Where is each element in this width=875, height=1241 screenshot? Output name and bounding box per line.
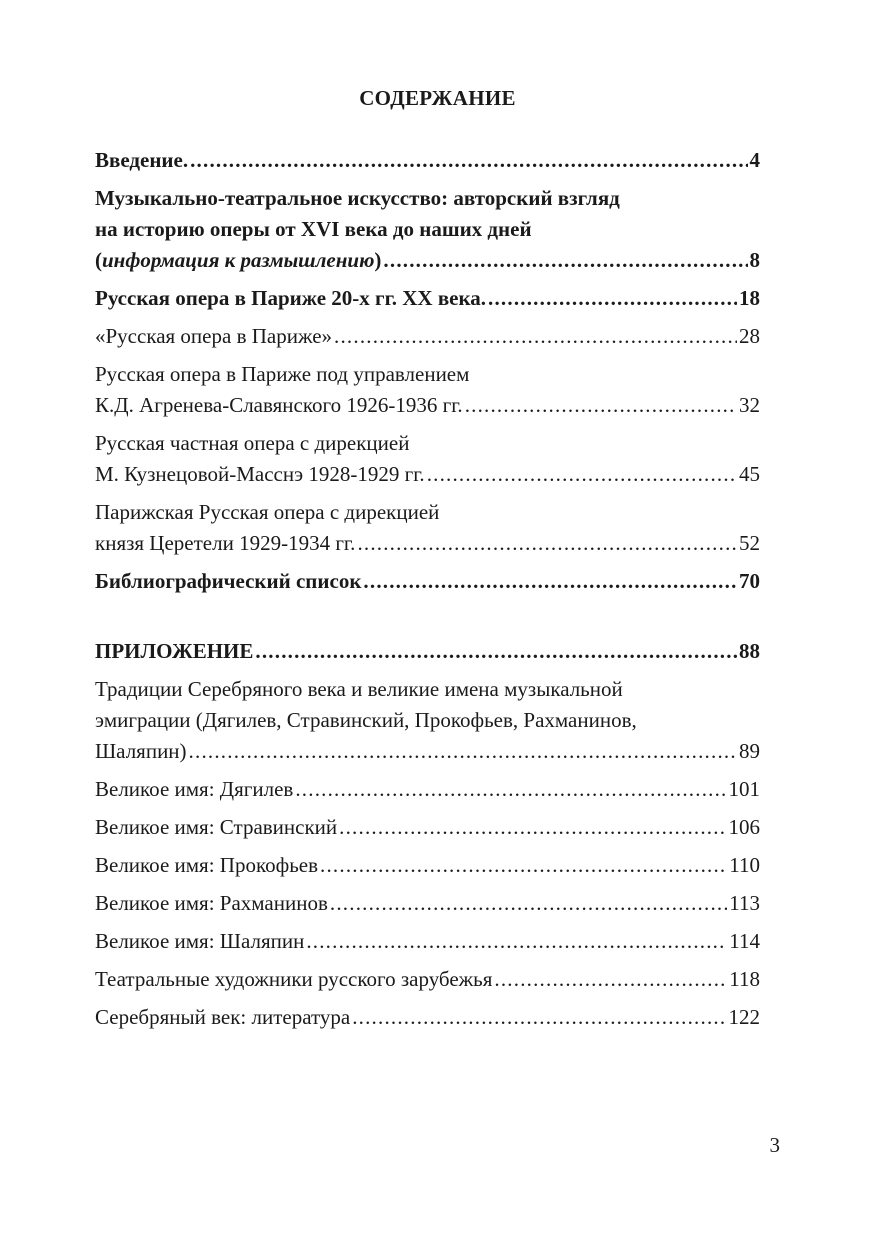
toc-entry-title: Русская частная опера с дирекцией xyxy=(95,431,410,455)
toc-page-number: 113 xyxy=(729,891,760,915)
toc-page-number: 101 xyxy=(728,777,760,801)
leader-dots xyxy=(330,888,727,919)
toc-entry-tsereteli[interactable] xyxy=(95,497,760,559)
paren-close: ) xyxy=(374,248,382,272)
toc-entry-artists[interactable] xyxy=(95,964,760,995)
toc-entry-title: Театральные художники русского зарубежья xyxy=(95,967,493,991)
toc-entry-title-continued: К.Д. Агренева-Славянского 1926-1936 гг. xyxy=(95,393,463,417)
toc-entry-bibliography[interactable] xyxy=(95,566,760,597)
toc-entry-title: Великое имя: Прокофьев xyxy=(95,853,319,877)
leader-dots xyxy=(295,774,726,805)
toc-page-number: 110 xyxy=(729,853,760,877)
toc-page-number: 52 xyxy=(739,531,760,555)
toc-entry-title: Парижская Русская опера с дирекцией xyxy=(95,500,440,524)
leader-dots xyxy=(255,636,737,667)
toc-page-number: 28 xyxy=(739,324,760,348)
toc-page-number: 118 xyxy=(729,967,760,991)
toc-page-number: 18 xyxy=(739,286,760,310)
toc-entry-title: Музыкально-театральное искусство: авторский взгляд xyxy=(95,186,620,210)
toc-entry-title: Библиографический список xyxy=(95,569,362,593)
leader-dots xyxy=(352,1002,726,1033)
leader-dots xyxy=(320,850,727,881)
toc-entry-title: Великое имя: Рахманинов xyxy=(95,891,328,915)
toc-entry-title-continued: Шаляпин) xyxy=(95,739,187,763)
leader-dots xyxy=(334,321,737,352)
toc-entry-appendix[interactable] xyxy=(95,636,760,667)
leader-dots xyxy=(306,926,727,957)
leader-dots xyxy=(383,245,747,276)
toc-entry-rachmaninoff[interactable] xyxy=(95,888,760,919)
toc-page-number: 32 xyxy=(739,393,760,417)
toc-entry-title-continued: М. Кузнецовой-Масснэ 1928-1929 гг. xyxy=(95,462,425,486)
toc-entry-title: Русская опера в Париже 20-х гг. XX века. xyxy=(95,286,487,310)
page-title: СОДЕРЖАНИЕ xyxy=(359,86,516,110)
toc-entry-subtitle xyxy=(95,245,381,276)
toc-entry-title: Русская опера в Париже под управлением xyxy=(95,362,470,386)
toc-entry-title: ПРИЛОЖЕНИЕ xyxy=(95,639,254,663)
page-number: 3 xyxy=(769,1133,780,1157)
toc-entry-silver-age[interactable] xyxy=(95,674,760,767)
leader-dots xyxy=(357,528,737,559)
leader-dots xyxy=(465,390,737,421)
toc-entry-title-continued: на историю оперы от XVI века до наших дней xyxy=(95,217,532,241)
toc-page-number: 88 xyxy=(739,639,760,663)
toc-entry-chaliapin[interactable] xyxy=(95,926,760,957)
table-of-contents xyxy=(95,145,760,597)
toc-entry-stravinsky[interactable] xyxy=(95,812,760,843)
toc-entry-title: Великое имя: Шаляпин xyxy=(95,929,305,953)
toc-entry-title-continued: князя Церетели 1929-1934 гг. xyxy=(95,531,356,555)
toc-entry-title: «Русская опера в Париже» xyxy=(95,324,333,348)
toc-entry-kuznetsova[interactable] xyxy=(95,428,760,490)
leader-dots xyxy=(494,964,727,995)
toc-entry-title: Серебряный век: литература xyxy=(95,1005,351,1029)
toc-page-number: 106 xyxy=(728,815,760,839)
toc-entry-title: Великое имя: Дягилев xyxy=(95,777,294,801)
leader-dots xyxy=(189,736,737,767)
toc-page-number: 45 xyxy=(739,462,760,486)
toc-entry-diaghilev[interactable] xyxy=(95,774,760,805)
toc-entry-title: Великое имя: Стравинский xyxy=(95,815,338,839)
toc-page-number: 122 xyxy=(728,1005,760,1029)
leader-dots xyxy=(488,283,737,314)
toc-entry-musical-theatre[interactable] xyxy=(95,183,760,276)
italic-subtitle: информация к размышлению xyxy=(102,248,375,272)
toc-page-number: 114 xyxy=(729,929,760,953)
toc-page-number: 89 xyxy=(739,739,760,763)
toc-entry-opera-quote[interactable] xyxy=(95,321,760,352)
toc-page-number: 8 xyxy=(749,248,760,272)
toc-entry-prokofiev[interactable] xyxy=(95,850,760,881)
leader-dots xyxy=(190,145,747,176)
paren-open: ( xyxy=(95,248,102,272)
leader-dots xyxy=(427,459,737,490)
toc-entry-title-continued: эмиграции (Дягилев, Стравинский, Прокофьев, Рахманинов, xyxy=(95,708,637,732)
appendix-contents xyxy=(95,636,760,1033)
toc-entry-russian-opera-paris[interactable] xyxy=(95,283,760,314)
toc-page-number: 70 xyxy=(739,569,760,593)
leader-dots xyxy=(363,566,737,597)
toc-entry-title: Традиции Серебряного века и великие имена музыкальной xyxy=(95,677,623,701)
toc-entry-agrenev[interactable] xyxy=(95,359,760,421)
toc-entry-intro[interactable] xyxy=(95,145,760,176)
toc-page-number: 4 xyxy=(749,148,760,172)
leader-dots xyxy=(339,812,726,843)
toc-entry-literature[interactable] xyxy=(95,1002,760,1033)
toc-entry-title: Введение. xyxy=(95,148,189,172)
